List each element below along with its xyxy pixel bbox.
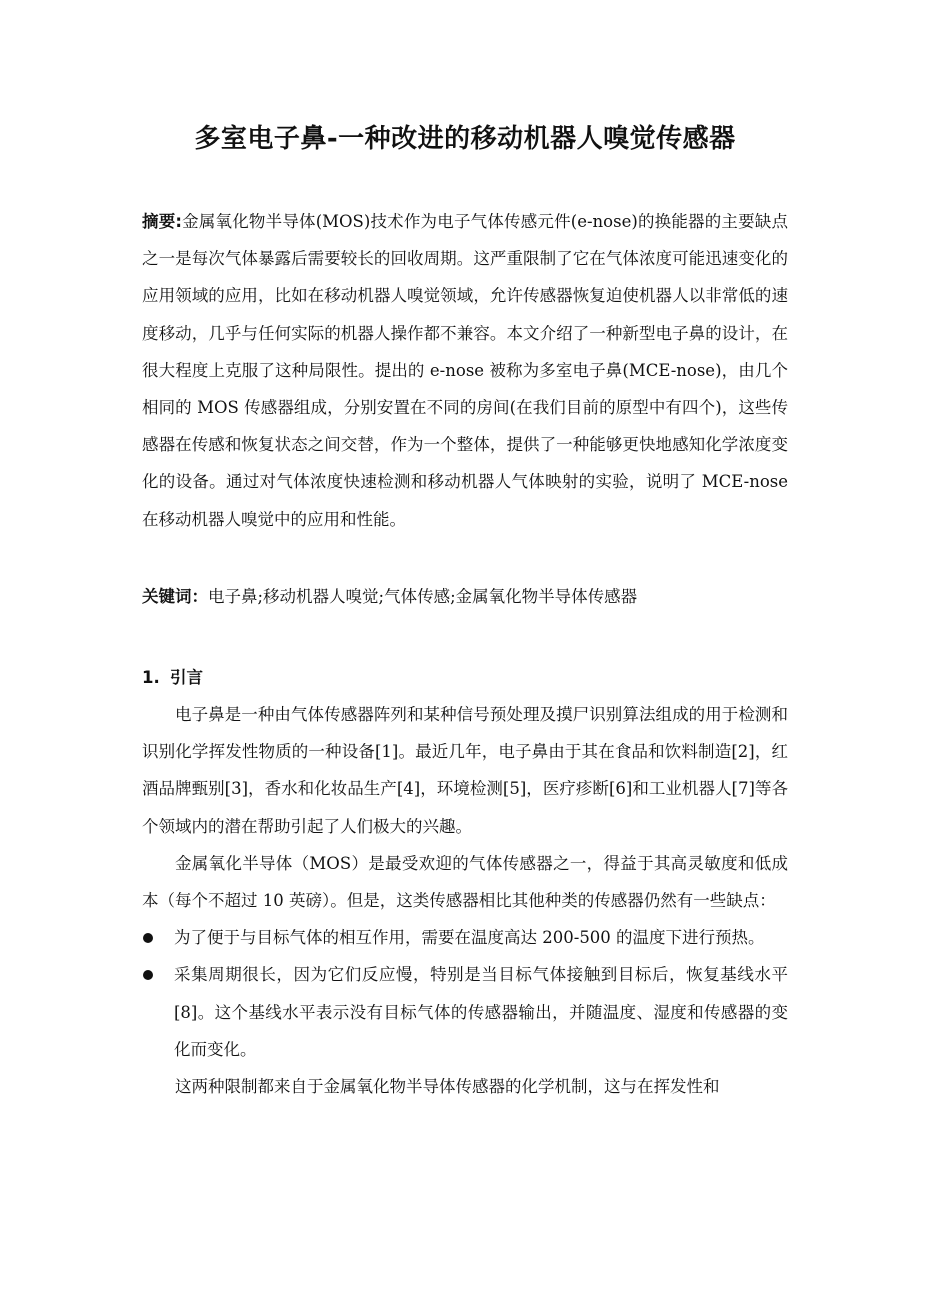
section-number: 1. — [142, 668, 160, 688]
list-item — [142, 919, 788, 956]
intro-paragraph-3: 这两种限制都来自于金属氧化物半导体传感器的化学机制，这与在挥发性和 — [175, 1077, 720, 1097]
section-title: 引言 — [170, 668, 203, 688]
bullet-icon — [143, 970, 153, 980]
list-item-text: 采集周期很长，因为它们反应慢，特别是当目标气体接触到目标后，恢复基线水平[8]。这个基线水平表示没有目标气体的传感器输出，并随温度、湿度和传感器的变化而变化。 — [174, 965, 788, 1059]
keywords-text: 电子鼻;移动机器人嗅觉;气体传感;金属氧化物半导体传感器 — [208, 586, 638, 606]
abstract-label: 摘要: — [142, 212, 182, 231]
intro-paragraph-1: 电子鼻是一种由气体传感器阵列和某种信号预处理及摸尸识别算法组成的用于检测和识别化学挥发性物质的一种设备[1]。最近几年，电子鼻由于其在食品和饮料制造[2]，红酒品牌甄别[3]，香水和化妆品生产[4]，环境检测[5]，医疗疹断[6]和工业机器人[7]等各个领域内的潜在帮助引起了人们极大的兴趣。 — [142, 705, 788, 836]
keywords-label: 关键词： — [142, 586, 208, 606]
keywords — [142, 578, 788, 615]
abstract-text: 金属氧化物半导体(MOS)技术作为电子气体传感元件(e-nose)的换能器的主要缺点之一是每次气体暴露后需要较长的回收周期。这严重限制了它在气体浓度可能迅速变化的应用领域的应用，比如在移动机器人嗅觉领域，允许传感器恢复迫使机器人以非常低的速度移动，几乎与任何实际的机器人操作都不兼容。本文介绍了一种新型电子鼻的设计，在很大程度上克服了这种局限性。提出的 e-nose 被称为多室电子鼻(MCE-nose)，由几个相同的 MOS 传感器组成，分别安置在不同的房间(在我们目前的原型中有四个)，这些传感器在传感和恢复状态之间交替，作为一个整体，提供了一种能够更快地感知化学浓度变化的设备。通过对气体浓度快速检测和移动机器人气体映射的实验，说明了 MCE-nose 在移动机器人嗅觉中的应用和性能。 — [142, 212, 788, 529]
bullet-icon — [143, 933, 153, 943]
list-item — [142, 956, 788, 1068]
abstract — [142, 203, 788, 538]
paper-title: 多室电子鼻-一种改进的移动机器人嗅觉传感器 — [194, 124, 736, 154]
bullet-list — [142, 919, 788, 1068]
section-heading — [142, 659, 788, 696]
intro-paragraph-2: 金属氧化半导体（MOS）是最受欢迎的气体传感器之一，得益于其高灵敏度和低成本（每个不超过 10 英磅）。但是，这类传感器相比其他种类的传感器仍然有一些缺点： — [142, 853, 788, 911]
list-item-text: 为了便于与目标气体的相互作用，需要在温度高达 200-500 的温度下进行预热。 — [174, 928, 765, 948]
